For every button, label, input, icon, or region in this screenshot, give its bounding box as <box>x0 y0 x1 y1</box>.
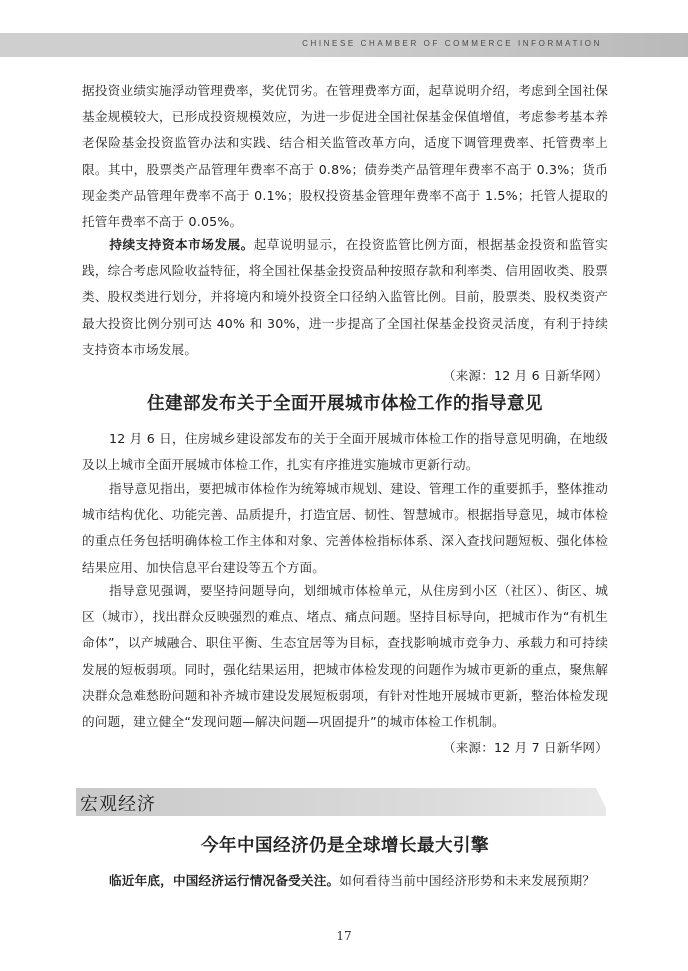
article1-paragraph-2-text: 起草说明显示，在投资监管比例方面，根据基金投资和监管实践，综合考虑风险收益特征，将全国社保基金投资品种按照存款和利率类、信用固收类、股票类、股权类进行划分，并将境内和境外投资全口径纳入监管比例。目前，股票类、股权类资产最大投资比例分别可达 40% 和 30%，进一步提高了全国社保基金投资灵活度，有利于持续支持资本市场发展。 <box>82 237 609 357</box>
article3-title: 今年中国经济仍是全球增长最大引擎 <box>201 836 489 856</box>
category-banner-cut <box>596 788 610 816</box>
article2-paragraph-2-text: 指导意见指出，要把城市体检作为统筹城市规划、建设、管理工作的重要抓手，整体推动城市结构优化、功能完善、品质提升，打造宜居、韧性、智慧城市。根据指导意见，城市体检的重点任务包括明确体检工作主体和对象、完善体检指标体系、深入查找问题短板、强化体检结果应用、加快信息平台建设等五个方面。 <box>82 481 608 575</box>
running-header-title: CHINESE CHAMBER OF COMMERCE INFORMATION <box>302 39 602 48</box>
article1-paragraph-1 <box>82 78 608 235</box>
category-banner <box>76 788 606 816</box>
article3-paragraph-1-text: 如何看待当前中国经济形势和未来发展预期？ <box>339 873 596 888</box>
article1-paragraph-1-text: 据投资业绩实施浮动管理费率，奖优罚劣。在管理费率方面，起草说明介绍，考虑到全国社保基金规模较大，已形成投资规模效应，为进一步促进全国社保基金保值增值，考虑参考基本养老保险基金投资监管办法和实践、结合相关监管改革方向，适度下调管理费率、托管费率上限。其中，股票类产品管理年费率不高于 0.8%；债券类产品管理年费率不高于 0.3%；货币现金类产品管理年费率不高于 0.1%；股权投资基金管理年费率不高于 1.5%；托管人提取的托管年费率不高于 0.05%。 <box>82 83 608 230</box>
article2-paragraph-1 <box>82 426 608 478</box>
article2-paragraph-3 <box>82 578 608 761</box>
article3-paragraph-1 <box>82 868 608 894</box>
article2-paragraph-2 <box>82 476 608 581</box>
running-header-band <box>0 33 688 57</box>
article2-source: （来源：12 月 7 日新华网） <box>442 740 608 756</box>
article2-paragraph-3-text: 指导意见强调，要坚持问题导向，划细城市体检单元，从住房到小区（社区）、街区、城区（城市），找出群众反映强烈的难点、堵点、痛点问题。坚持目标导向，把城市作为“有机生命体”，以产城融合、职住平衡、生态宜居等为目标，查找影响城市竞争力、承载力和可持续发展的短板弱项。同时，强化结果运用，把城市体检发现的问题作为城市更新的重点，聚焦解决群众急难愁盼问题和补齐城市建设发展短板弱项，有针对性地开展城市更新，整治体检发现的问题，建立健全“发现问题—解决问题—巩固提升”的城市体检工作机制。 <box>82 583 608 730</box>
article1-source: （来源：12 月 6 日新华网） <box>442 368 608 384</box>
article3-paragraph-1-lead: 临近年底，中国经济运行情况备受关注。 <box>109 873 340 888</box>
article2-title: 住建部发布关于全面开展城市体检工作的指导意见 <box>147 394 543 414</box>
article1-paragraph-2-lead: 持续支持资本市场发展。 <box>109 237 254 252</box>
article2-paragraph-1-text: 12 月 6 日，住房城乡建设部发布的关于全面开展城市体检工作的指导意见明确，在地级及以上城市全面开展城市体检工作，扎实有序推进实施城市更新行动。 <box>82 431 608 473</box>
page-number: 17 <box>336 929 352 943</box>
category-label: 宏观经济 <box>80 794 156 815</box>
article1-paragraph-2 <box>82 232 608 389</box>
